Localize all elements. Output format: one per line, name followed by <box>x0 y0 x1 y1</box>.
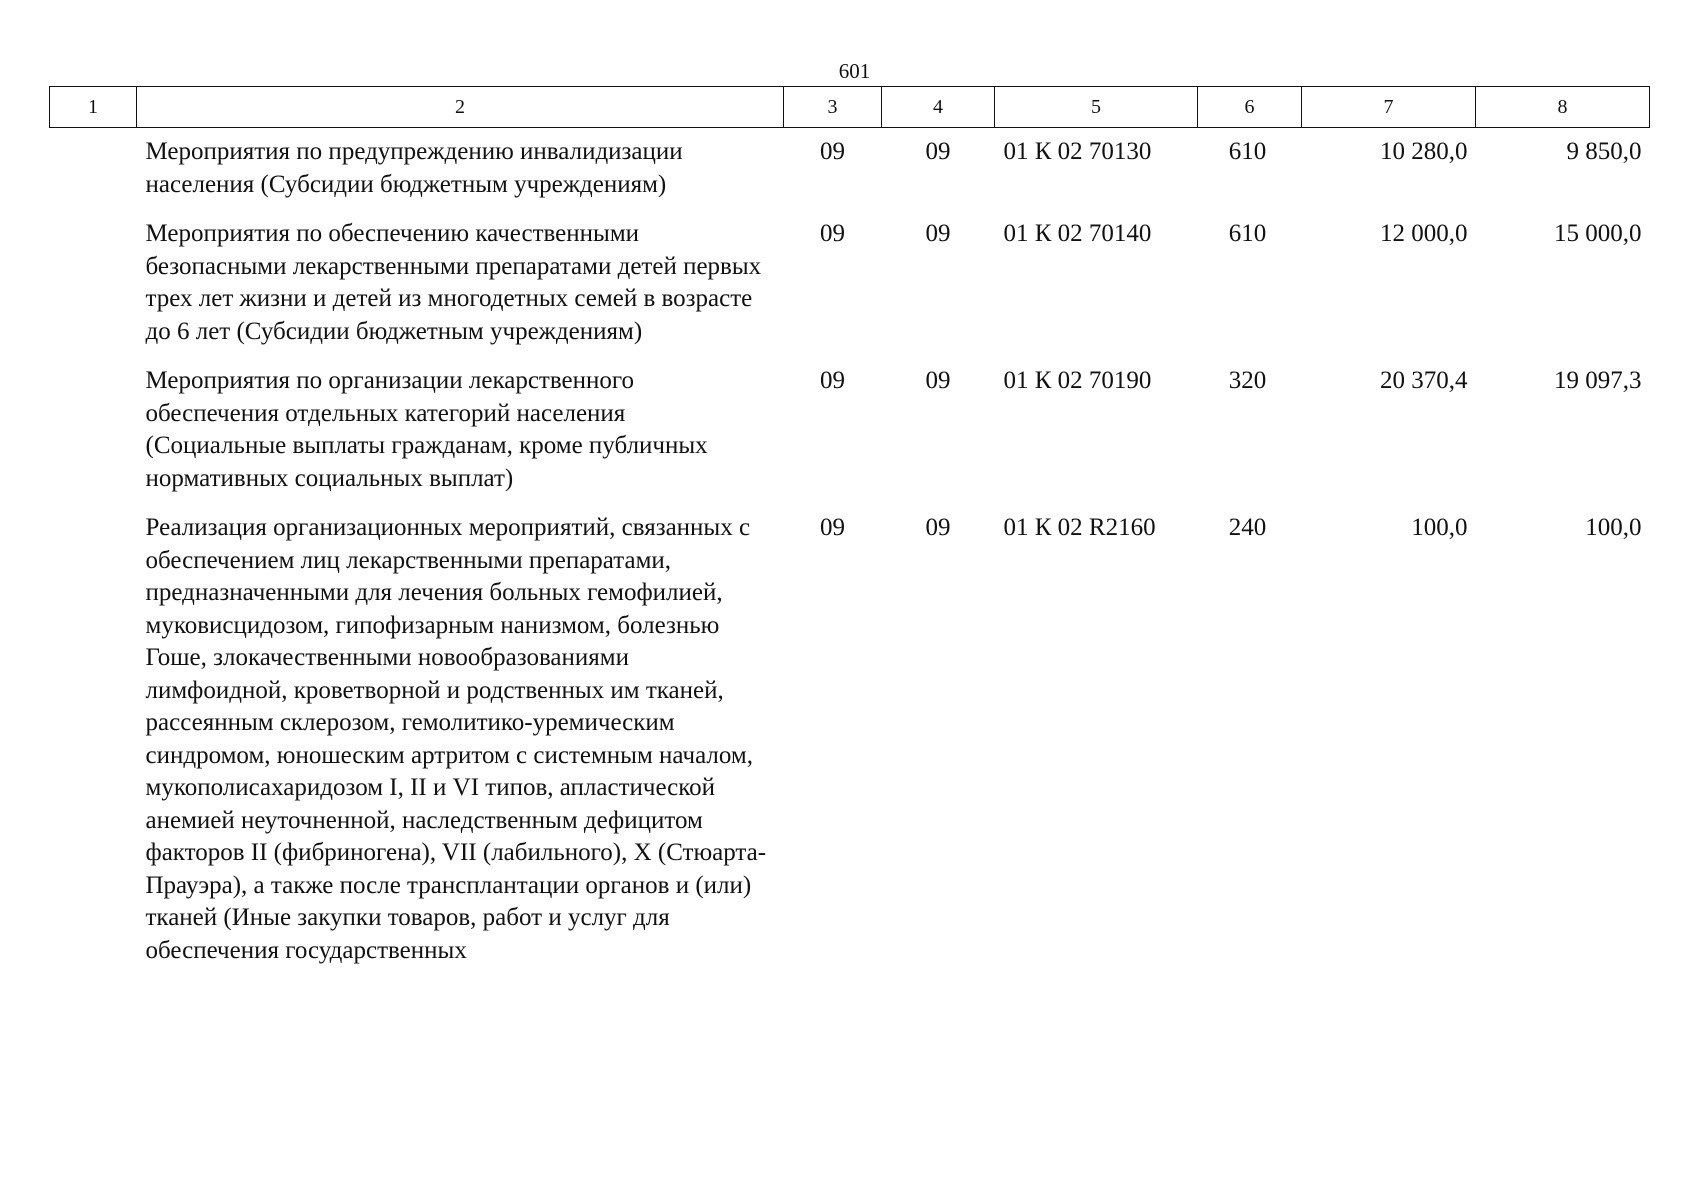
expense-name: Мероприятия по организации лекарственного обеспечения отдельных категорий населения (Социальные выплаты гражданам, кроме публичных нормативных социальных выплат) <box>145 367 708 492</box>
budget-table <box>49 86 1650 984</box>
amount-column-7: 100,0 <box>1411 514 1468 541</box>
expense-name: Мероприятия по предупреждению инвалидизации населения (Субсидии бюджетным учреждениям) <box>145 138 683 198</box>
amount-column-8: 15 000,0 <box>1554 220 1642 247</box>
amount-column-7: 12 000,0 <box>1380 220 1468 247</box>
header-row <box>50 87 1650 128</box>
subsection-code: 09 <box>925 220 951 247</box>
target-article-code: 01 К 02 R2160 <box>1003 514 1156 541</box>
column-header-2: 2 <box>137 87 784 128</box>
subsection-code: 09 <box>925 138 951 165</box>
column-header-8: 8 <box>1476 87 1650 128</box>
expense-type-code: 240 <box>1228 514 1267 541</box>
expense-type-code: 320 <box>1228 367 1267 394</box>
row-number-cell <box>50 365 137 512</box>
amount-column-7: 20 370,4 <box>1380 367 1468 394</box>
expense-type-code: 610 <box>1228 138 1267 165</box>
column-header-4: 4 <box>882 87 995 128</box>
subsection-code: 09 <box>925 367 951 394</box>
amount-column-7: 10 280,0 <box>1380 138 1468 165</box>
column-header-3: 3 <box>784 87 882 128</box>
table-body <box>50 128 1650 985</box>
table-row <box>50 365 1650 512</box>
column-header-5: 5 <box>995 87 1198 128</box>
table-row <box>50 512 1650 984</box>
column-header-1: 1 <box>50 87 137 128</box>
amount-column-8: 9 850,0 <box>1566 138 1642 165</box>
target-article-code: 01 К 02 70130 <box>1003 138 1152 165</box>
row-number-cell <box>50 512 137 984</box>
target-article-code: 01 К 02 70190 <box>1003 367 1152 394</box>
table-row <box>50 128 1650 219</box>
expense-type-code: 610 <box>1228 220 1267 247</box>
section-code: 09 <box>820 220 845 247</box>
section-code: 09 <box>820 138 845 165</box>
page-number: 601 <box>838 59 871 83</box>
row-number-cell <box>50 218 137 365</box>
section-code: 09 <box>820 367 845 394</box>
table-header <box>50 87 1650 128</box>
column-header-7: 7 <box>1302 87 1476 128</box>
column-header-6: 6 <box>1198 87 1302 128</box>
section-code: 09 <box>820 514 845 541</box>
row-number-cell <box>50 128 137 219</box>
target-article-code: 01 К 02 70140 <box>1003 220 1152 247</box>
expense-name: Мероприятия по обеспечению качественными безопасными лекарственными препаратами детей первых трех лет жизни и детей из многодетных семей в возрасте до 6 лет (Субсидии бюджетным учреждениям) <box>145 220 762 345</box>
expense-name: Реализация организационных мероприятий, связанных с обеспечением лиц лекарственными препаратами, предназначенными для лечения больных гемофилией, муковисцидозом, гипофизарным нанизмом, болезнью Гоше, злокачественными новообразованиями лимфоидной, кроветворной и родственных им тканей, рассеянным склерозом, гемолитико-уремическим синдромом, юношеским артритом с системным началом, мукополисахаридозом I, II и VI типов, апластической анемией неуточненной, наследственным дефицитом факторов II (фибриногена), VII (лабильного), X (Стюарта-Прауэра), а также после трансплантации органов и (или) тканей (Иные закупки товаров, работ и услуг для обеспечения государственных <box>145 514 767 964</box>
amount-column-8: 100,0 <box>1585 514 1642 541</box>
amount-column-8: 19 097,3 <box>1554 367 1642 394</box>
subsection-code: 09 <box>925 514 951 541</box>
table-row <box>50 218 1650 365</box>
